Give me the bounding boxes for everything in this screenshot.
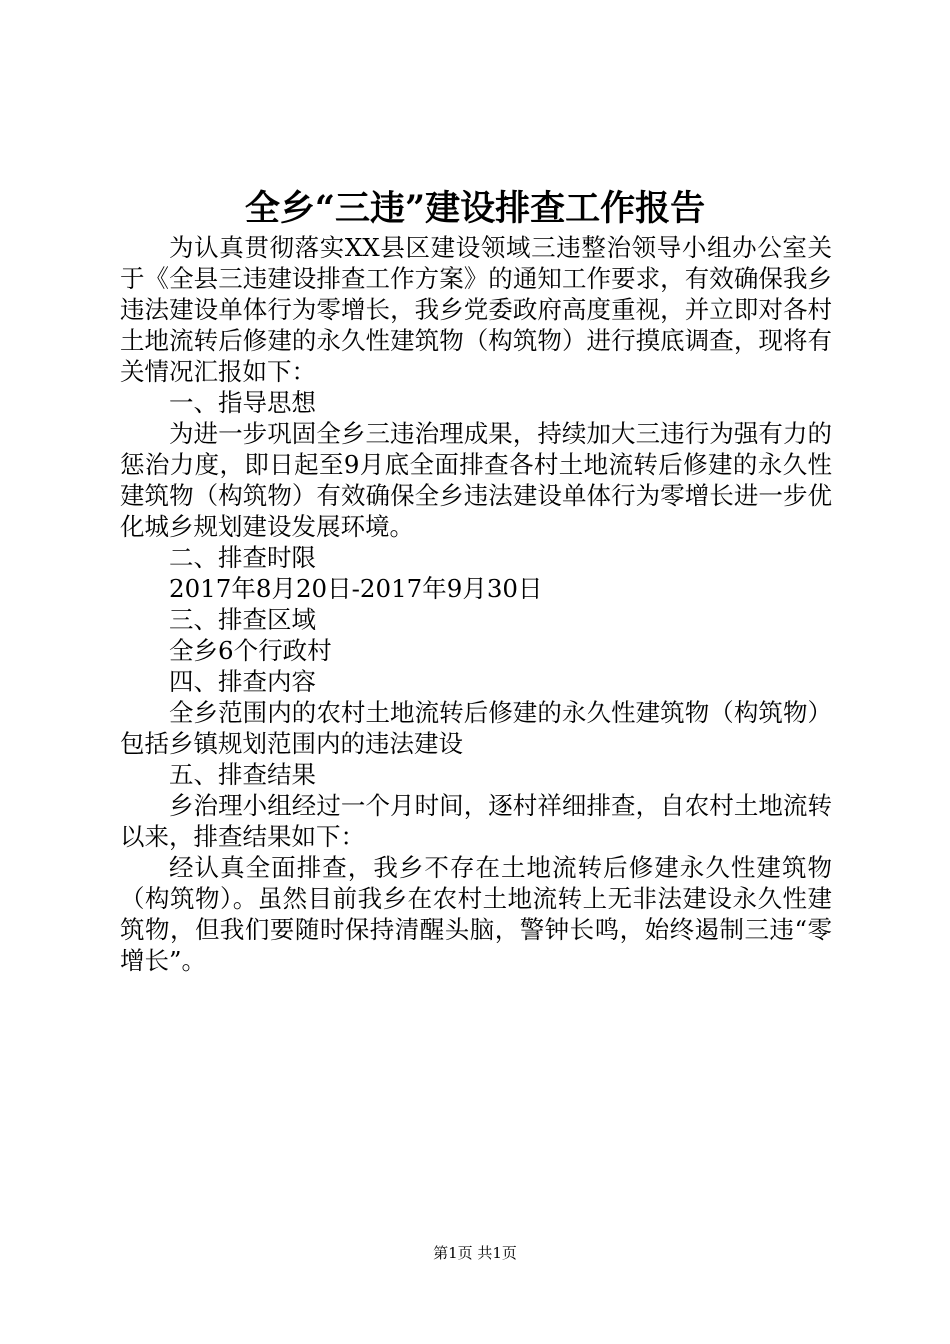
paragraph-guiding-thought: 为进一步巩固全乡三违治理成果，持续加大三违行为强有力的惩治力度，即日起至9月底全面排查各村土地流转后修建的永久性建筑物（构筑物）有效确保全乡违法建设单体行为零增长进一步优化城乡规划建设发展环境。	[120, 419, 832, 541]
paragraph-results-conclusion: 经认真全面排查，我乡不存在土地流转后修建永久性建筑物（构筑物）。虽然目前我乡在农村土地流转上无非法建设永久性建筑物，但我们要随时保持清醒头脑，警钟长鸣，始终遏制三违“零增长”。	[120, 853, 832, 975]
section-heading-time-limit: 二、排查时限	[169, 543, 316, 572]
section-heading-results: 五、排查结果	[169, 760, 316, 789]
paragraph-intro: 为认真贯彻落实XX县区建设领域三违整治领导小组办公室关于《全县三违建设排查工作方案》的通知工作要求，有效确保我乡违法建设单体行为零增长，我乡党委政府高度重视，并立即对各村土地流转后修建的永久性建筑物（构筑物）进行摸底调查，现将有关情况汇报如下：	[120, 233, 832, 386]
document-title: 全乡“三违”建设排查工作报告	[244, 188, 706, 229]
paragraph-results-process: 乡治理小组经过一个月时间，逐村祥细排查，自农村土地流转以来，排查结果如下：	[120, 791, 832, 851]
paragraph-area: 全乡6个行政村	[169, 636, 332, 665]
section-heading-content: 四、排查内容	[169, 667, 316, 696]
page-footer: 第1页 共1页	[433, 1244, 517, 1262]
paragraph-content: 全乡范围内的农村土地流转后修建的永久性建筑物（构筑物）包括乡镇规划范围内的违法建设	[120, 698, 832, 758]
section-heading-guiding-thought: 一、指导思想	[169, 388, 316, 417]
section-heading-area: 三、排查区域	[169, 605, 316, 634]
paragraph-time-limit: 2017年8月20日-2017年9月30日	[169, 574, 543, 603]
document-body	[120, 232, 832, 976]
